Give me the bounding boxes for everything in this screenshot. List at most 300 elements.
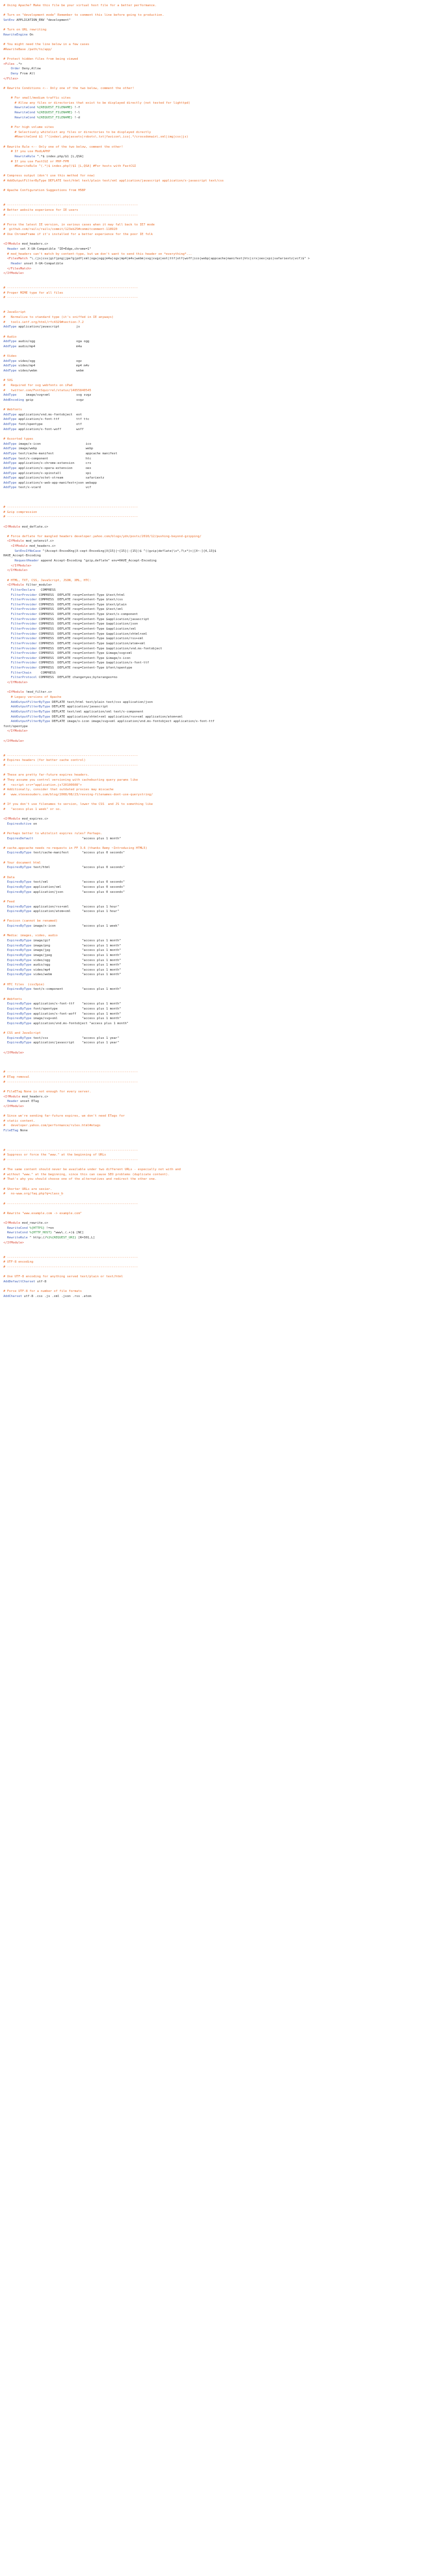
plain-text [3, 627, 11, 631]
code-line [3, 865, 429, 870]
directive-text: RewriteCond [14, 111, 36, 115]
directive-text: AddType [3, 364, 17, 368]
code-line [3, 116, 429, 121]
directive-text: ExpiresByType [7, 968, 32, 972]
code-line [3, 252, 429, 257]
comment-text: #RewriteBase /path/to/app/ [3, 47, 52, 51]
comment-text: # Audio [3, 335, 17, 339]
code-line [3, 588, 429, 593]
directive-text: Header [7, 1100, 19, 1104]
plain-text: !-f [72, 106, 80, 110]
plain-text [3, 257, 7, 260]
code-line [3, 992, 429, 997]
code-line [3, 826, 429, 831]
code-line [3, 539, 429, 544]
plain-text: mod_headers.c> [20, 1095, 49, 1099]
plain-text: COMPRESS [35, 588, 56, 592]
plain-text: COMPRESS [31, 671, 56, 675]
plain-text: COMPRESS DEFLATE resp=Content-Type $application/json [37, 622, 138, 626]
plain-text: video/webm "access plus 1 month" [31, 973, 121, 977]
code-line [3, 1255, 429, 1260]
code-line [3, 1119, 429, 1124]
code-line [3, 1060, 429, 1065]
plain-text [3, 1231, 7, 1234]
code-line [3, 160, 429, 165]
plain-text: DEFLATE application/xhtml+xml application/rss+xml application/atom+xml [50, 715, 183, 719]
plain-text: COMPRESS DEFLATE resp=Content-Type $text/css [37, 598, 123, 602]
code-line [3, 364, 429, 369]
directive-text: AddType [3, 359, 17, 363]
plain-text [3, 905, 7, 909]
plain-text [3, 661, 11, 665]
comment-text: # Suppress or force the "www." at the beginning of URLs [3, 1153, 107, 1157]
comment-text: # ---------------------------------------------------------------------- [3, 1080, 138, 1084]
directive-text: ExpiresByType [7, 866, 32, 870]
code-line [3, 690, 429, 695]
directive-text: RequestHeader [14, 559, 39, 563]
code-line [3, 174, 429, 179]
plain-text: ^(Accept-EncodXng|X-cept-Encoding|X{15}|~{15}|-{15})$ ^((gzip|deflate)\s*,?\s*)+|[X~-]{4,13}$ [41, 549, 217, 553]
directive-text: AddType [3, 344, 17, 348]
plain-text [3, 963, 7, 967]
directive-text: AddType [3, 466, 17, 470]
comment-text: # ---------------------------------------------------------------------- [3, 505, 138, 509]
plain-text [3, 1012, 7, 1016]
code-line [3, 140, 429, 145]
code-line [3, 276, 429, 281]
tag-text: </IfModule> [7, 729, 28, 733]
code-line [3, 1177, 429, 1182]
tag-text: <IfModule [3, 1095, 20, 1099]
code-line [3, 471, 429, 476]
plain-text: COMPRESS DEFLATE resp=Content-Type $font/opentype [37, 666, 133, 670]
code-line [3, 554, 429, 559]
code-line [3, 885, 429, 890]
plain-text: application/atom+xml "access plus 1 hour" [31, 910, 120, 914]
plain-text: video/mp4 "access plus 1 month" [31, 968, 121, 972]
comment-text: # Normalize to standard type (it's sniffed in IE anyways) [3, 316, 114, 319]
code-line [3, 179, 429, 184]
plain-text [3, 622, 11, 626]
code-line [3, 1148, 429, 1153]
plain-text: COMPRESS DEFLATE resp=Content-Type $text/html [37, 593, 125, 597]
plain-text: video/ogg "access plus 1 month" [31, 958, 121, 962]
code-line [3, 1167, 429, 1172]
comment-text: # Rewrite Rule <-- Only one of the two below, comment the other! [3, 145, 123, 149]
code-line [3, 1099, 429, 1104]
code-line [3, 1202, 429, 1207]
plain-text [3, 550, 15, 553]
code-line [3, 1241, 429, 1246]
directive-text: ExpiresByType [7, 851, 32, 855]
code-line [3, 1226, 429, 1231]
code-line [3, 1260, 429, 1265]
comment-text: # without "www." at the beginning, since this can cause SEO problems (duplicate content). [3, 1172, 170, 1176]
directive-text: AddOutputFilterByType [11, 715, 50, 719]
plain-text [3, 569, 7, 572]
variable-text: %1%{REQUEST_URI} [46, 1236, 77, 1240]
code-line [3, 1070, 429, 1075]
code-line [3, 666, 429, 671]
code-line [3, 13, 429, 18]
plain-text [3, 111, 15, 114]
code-line [3, 724, 429, 729]
directive-text: ExpiresByType [7, 1017, 32, 1021]
code-line [3, 393, 429, 398]
comment-text: # Feed [3, 900, 15, 904]
directive-text: RewriteRule [7, 1236, 28, 1240]
code-line [3, 1182, 429, 1187]
tag-text: </IfModule> [3, 739, 24, 743]
code-line [3, 374, 429, 379]
code-line [3, 1245, 429, 1250]
code-line [3, 807, 429, 812]
comment-text: # Gzip compression [3, 510, 37, 514]
code-line [3, 437, 429, 442]
code-line [3, 378, 429, 383]
plain-text: COMPRESS DEFLATE resp=Content-Type $application/xml [37, 627, 136, 631]
directive-text: Deny [11, 72, 19, 76]
plain-text [3, 657, 11, 660]
plain-text [3, 1236, 7, 1240]
code-line [3, 914, 429, 919]
code-line [3, 500, 429, 505]
directive-text: FileETag [3, 1128, 19, 1132]
plain-text: COMPRESS DEFLATE change=yes;byteranges=no [37, 676, 117, 680]
code-line [3, 1021, 429, 1026]
code-line [3, 1158, 429, 1163]
plain-text: text/cache-manifest appcache manifest [16, 452, 117, 455]
code-line [3, 154, 429, 160]
plain-text [3, 1041, 7, 1044]
code-line [3, 812, 429, 817]
directive-text: AddType [3, 413, 17, 417]
plain-text: image/gif "access plus 1 month" [31, 939, 121, 942]
code-line [3, 281, 429, 286]
code-line [3, 184, 429, 189]
plain-text: mod_headers.c> [28, 545, 56, 548]
plain-text: append Accept-Encoding "gzip,deflate" env=HAVE_Accept-Encoding [38, 559, 157, 563]
plain-text [3, 72, 11, 76]
comment-text: # If you don't use filenames to version, lower the CSS and JS to something like [3, 803, 153, 807]
plain-text: gzip svgz [24, 398, 84, 402]
plain-text [3, 642, 11, 645]
code-line [3, 831, 429, 836]
code-line [3, 388, 429, 393]
directive-text: ExpiresByType [7, 880, 32, 884]
tag-text: </IfModule> [7, 681, 28, 685]
directive-text: AddType [3, 325, 17, 329]
code-line [3, 836, 429, 842]
directive-text: FilterProvider [11, 632, 37, 636]
comment-text: # Force deflate for mangled headers developer.yahoo.com/blogs/ydn/posts/2010/12/pushing-beyond-gzipping/ [3, 534, 201, 538]
code-line [3, 905, 429, 910]
code-line [3, 700, 429, 705]
comment-text: # "access plus 1 week" or so. [3, 807, 61, 811]
directive-text: AddType [3, 471, 17, 475]
code-line [3, 81, 429, 86]
code-line [3, 783, 429, 788]
code-line [3, 349, 429, 354]
comment-text: # HTML, TXT, CSS, JavaScript, JSON, XML, HTC: [3, 578, 91, 582]
code-line [3, 232, 429, 237]
plain-text: on [31, 822, 37, 826]
code-line [3, 895, 429, 900]
comment-text: # github.com/rails/rails/commit/123eb25#commitcomment-118920 [3, 228, 117, 232]
code-line [3, 636, 429, 641]
plain-text: "access plus 1 month" [33, 836, 121, 840]
code-line [3, 1090, 429, 1095]
plain-text: unset ETag [18, 1100, 39, 1104]
code-line [3, 651, 429, 656]
code-line [3, 768, 429, 773]
comment-text: # Turn on "development mode" Remember to comment this line before going to production. [3, 14, 164, 17]
directive-text: ExpiresByType [7, 924, 32, 928]
code-line [3, 705, 429, 710]
code-line [3, 1095, 429, 1100]
comment-text: # twitter.com/FontSquirrel/status/14855840545 [3, 388, 91, 392]
plain-text [3, 632, 11, 636]
code-line [3, 963, 429, 968]
plain-text [3, 1100, 7, 1103]
code-line [3, 1128, 429, 1134]
code-line [3, 661, 429, 666]
directive-text: FilterProvider [11, 627, 37, 631]
code-line [3, 213, 429, 218]
code-line [3, 1206, 429, 1211]
plain-text [3, 851, 7, 855]
code-line [3, 8, 429, 14]
directive-text: ExpiresByType [7, 949, 32, 953]
plain-text: font/opentype [3, 724, 28, 728]
code-line [3, 125, 429, 130]
code-line [3, 218, 429, 223]
plain-text [3, 1002, 7, 1006]
plain-text [3, 652, 11, 655]
plain-text: application/json "access plus 0 seconds" [31, 890, 125, 894]
code-line [3, 485, 429, 490]
comment-text: # These are pretty far-future expires headers. [3, 773, 90, 777]
directive-text: AddType [3, 457, 17, 461]
plain-text: COMPRESS DEFLATE resp=Content-Type $application/vnd.ms-fontobject [37, 647, 162, 650]
code-line [3, 1007, 429, 1012]
plain-text: video/webm webm [16, 369, 84, 373]
plain-text: text/x-vcard vcf [16, 486, 91, 490]
directive-text: AddDefaultCharset [3, 1280, 36, 1283]
code-line [3, 1123, 429, 1128]
comment-text: # Rewrite "www.example.com -> example.com" [3, 1211, 82, 1215]
tag-text: </IfModule> [3, 1241, 24, 1245]
comment-text: # Media: images, video, audio [3, 934, 58, 938]
code-line [3, 33, 429, 38]
tag-text: <Files [3, 62, 15, 66]
code-line [3, 534, 429, 539]
code-line [3, 1012, 429, 1017]
plain-text: application/javascript js [16, 325, 80, 329]
plain-text: image/svg+xml "access plus 1 month" [31, 1017, 121, 1021]
code-line [3, 344, 429, 349]
directive-text: AddType [3, 427, 17, 431]
code-line [3, 544, 429, 549]
plain-text [3, 949, 7, 952]
directive-text: FilterProtocol [11, 676, 37, 680]
directive-text: RewriteRule [14, 154, 36, 158]
comment-text: # Webfonts [3, 408, 23, 412]
plain-text [3, 822, 7, 826]
code-line [3, 627, 429, 632]
code-line [3, 1134, 429, 1139]
comment-text: # Turn on URL rewriting [3, 28, 47, 32]
code-line [3, 1016, 429, 1021]
comment-text: # Force UTF-8 for a number of file formats [3, 1290, 82, 1294]
code-line [3, 778, 429, 783]
plain-text: application/rss+xml "access plus 1 hour" [31, 905, 120, 909]
code-line [3, 622, 429, 627]
code-line [3, 559, 429, 564]
tag-text: </Files> [3, 77, 19, 81]
tag-text: <IfModule [3, 525, 20, 529]
comment-text: # Proper MIME type for all files [3, 291, 63, 295]
code-line [3, 603, 429, 608]
directive-text: ExpiresByType [7, 885, 32, 889]
code-line [3, 300, 429, 306]
directive-text: ExpiresByType [7, 1007, 32, 1011]
plain-text [3, 691, 7, 694]
comment-text: # Use UTF-8 encoding for anything served text/plain or text/html [3, 1275, 123, 1279]
tag-text: </FilesMatch> [7, 267, 32, 271]
comment-text: # Perhaps better to whitelist expires rules? Perhaps. [3, 831, 103, 835]
comment-text: # mod_headers can't match by content-type, but we don't want to send this header on *everything*... [3, 252, 192, 256]
directive-text: FilterProvider [11, 647, 37, 650]
plain-text: application/xml "access plus 0 seconds" [31, 885, 125, 889]
plain-text: DEFLATE application/javascript [50, 705, 108, 709]
comment-text: # You might need the line below in a few cases [3, 43, 90, 47]
code-line [3, 987, 429, 992]
code-line [3, 1221, 429, 1226]
code-line [3, 101, 429, 106]
plain-text [3, 539, 7, 543]
plain-text: mod_deflate.c> [20, 525, 49, 529]
code-line [3, 1002, 429, 1007]
plain-text: ^ http:// [28, 1236, 47, 1240]
comment-text: # FileETag None is not enough for every server. [3, 1090, 91, 1094]
code-line [3, 320, 429, 325]
plain-text: unset X-UA-Compatible [22, 262, 63, 265]
comment-text: # ---------------------------------------------------------------------- [3, 763, 138, 767]
plain-text [3, 1037, 7, 1040]
code-line [3, 909, 429, 914]
code-line [3, 432, 429, 437]
code-line [3, 797, 429, 802]
tag-text: </IfModule> [7, 569, 28, 573]
directive-text: FilterProvider [11, 666, 37, 670]
code-line [3, 856, 429, 861]
code-line [3, 671, 429, 676]
code-line [3, 413, 429, 418]
plain-text: From All [18, 72, 36, 76]
code-line [3, 1153, 429, 1158]
directive-text: FilterProvider [11, 641, 37, 645]
code-line [3, 1289, 429, 1294]
comment-text: # Protect hidden files from being viewed [3, 57, 78, 61]
plain-text: !=on [44, 1226, 54, 1230]
code-line [3, 607, 429, 612]
code-line [3, 286, 429, 291]
plain-text: application/octet-stream safariextz [16, 476, 104, 480]
comment-text: # Since we're sending far-future expires, we don't need ETags for [3, 1114, 125, 1118]
code-line [3, 1187, 429, 1192]
tag-text: <IfModule [3, 817, 20, 821]
code-line [3, 1270, 429, 1275]
plain-text [3, 116, 15, 119]
plain-text [3, 545, 11, 548]
plain-text: image/svg+xml svg svgz [16, 393, 91, 397]
code-line [3, 1041, 429, 1046]
directive-text: ExpiresByType [7, 939, 32, 942]
comment-text: # AddOutputFilterByType DEFLATE text/html text/plain text/xml application/javascript application/x-javascript text/css [3, 179, 224, 183]
plain-text [3, 866, 7, 869]
directive-text: Header [11, 262, 23, 265]
directive-text: ExpiresByType [7, 1012, 32, 1016]
code-line [3, 802, 429, 807]
plain-text: text/css "access plus 1 year" [31, 1036, 120, 1040]
plain-text: utf-8 [35, 1280, 47, 1283]
code-line [3, 47, 429, 52]
tag-text: <IfModule [7, 539, 24, 543]
code-line [3, 875, 429, 880]
plain-text [3, 637, 11, 640]
directive-text: SetEnvIfNoCase [14, 549, 41, 553]
comment-text: # CSS and JavaScript [3, 1032, 41, 1035]
code-line [3, 982, 429, 988]
code-line [3, 734, 429, 739]
comment-text: # ---------------------------------------------------------------------- [3, 1255, 138, 1259]
code-line [3, 710, 429, 715]
code-line [3, 198, 429, 203]
code-line [3, 1143, 429, 1148]
code-line [3, 145, 429, 150]
plain-text [3, 1227, 7, 1230]
directive-text: AddType [3, 393, 17, 397]
directive-text: RewriteCond [7, 1226, 28, 1230]
plain-text: video/ogg ogv [16, 359, 82, 363]
plain-text [3, 959, 7, 962]
code-line [3, 267, 429, 272]
comment-text: # Assorted types [3, 437, 33, 441]
code-line [3, 398, 429, 403]
directive-text: RewriteEngine [3, 33, 28, 37]
comment-text: # Your document html [3, 861, 41, 865]
plain-text [3, 618, 11, 621]
plain-text [3, 262, 11, 265]
plain-text: DEFLATE text/xml application/xml text/x-component [50, 710, 144, 714]
plain-text: audio/mp4 m4a [16, 344, 82, 348]
comment-text: # If you use FastCGI or PHP-FPM [3, 160, 69, 163]
code-line [3, 1026, 429, 1032]
code-line [3, 403, 429, 408]
tag-text: <FilesMatch [7, 257, 28, 261]
code-line [3, 1274, 429, 1280]
code-line [3, 510, 429, 515]
plain-text [3, 968, 7, 972]
code-line [3, 1055, 429, 1060]
plain-text [3, 944, 7, 948]
comment-text: # cache.appcache needs re-requests in FF 3.6 (thanks Remy ~Introducing HTML5) [3, 846, 147, 850]
directive-text: ExpiresByType [7, 944, 32, 948]
plain-text: font/opentype "access plus 1 month" [31, 1007, 121, 1011]
directive-text: FilterDeclare [11, 588, 36, 592]
plain-text: image/x-icon "access plus 1 week" [31, 924, 120, 928]
